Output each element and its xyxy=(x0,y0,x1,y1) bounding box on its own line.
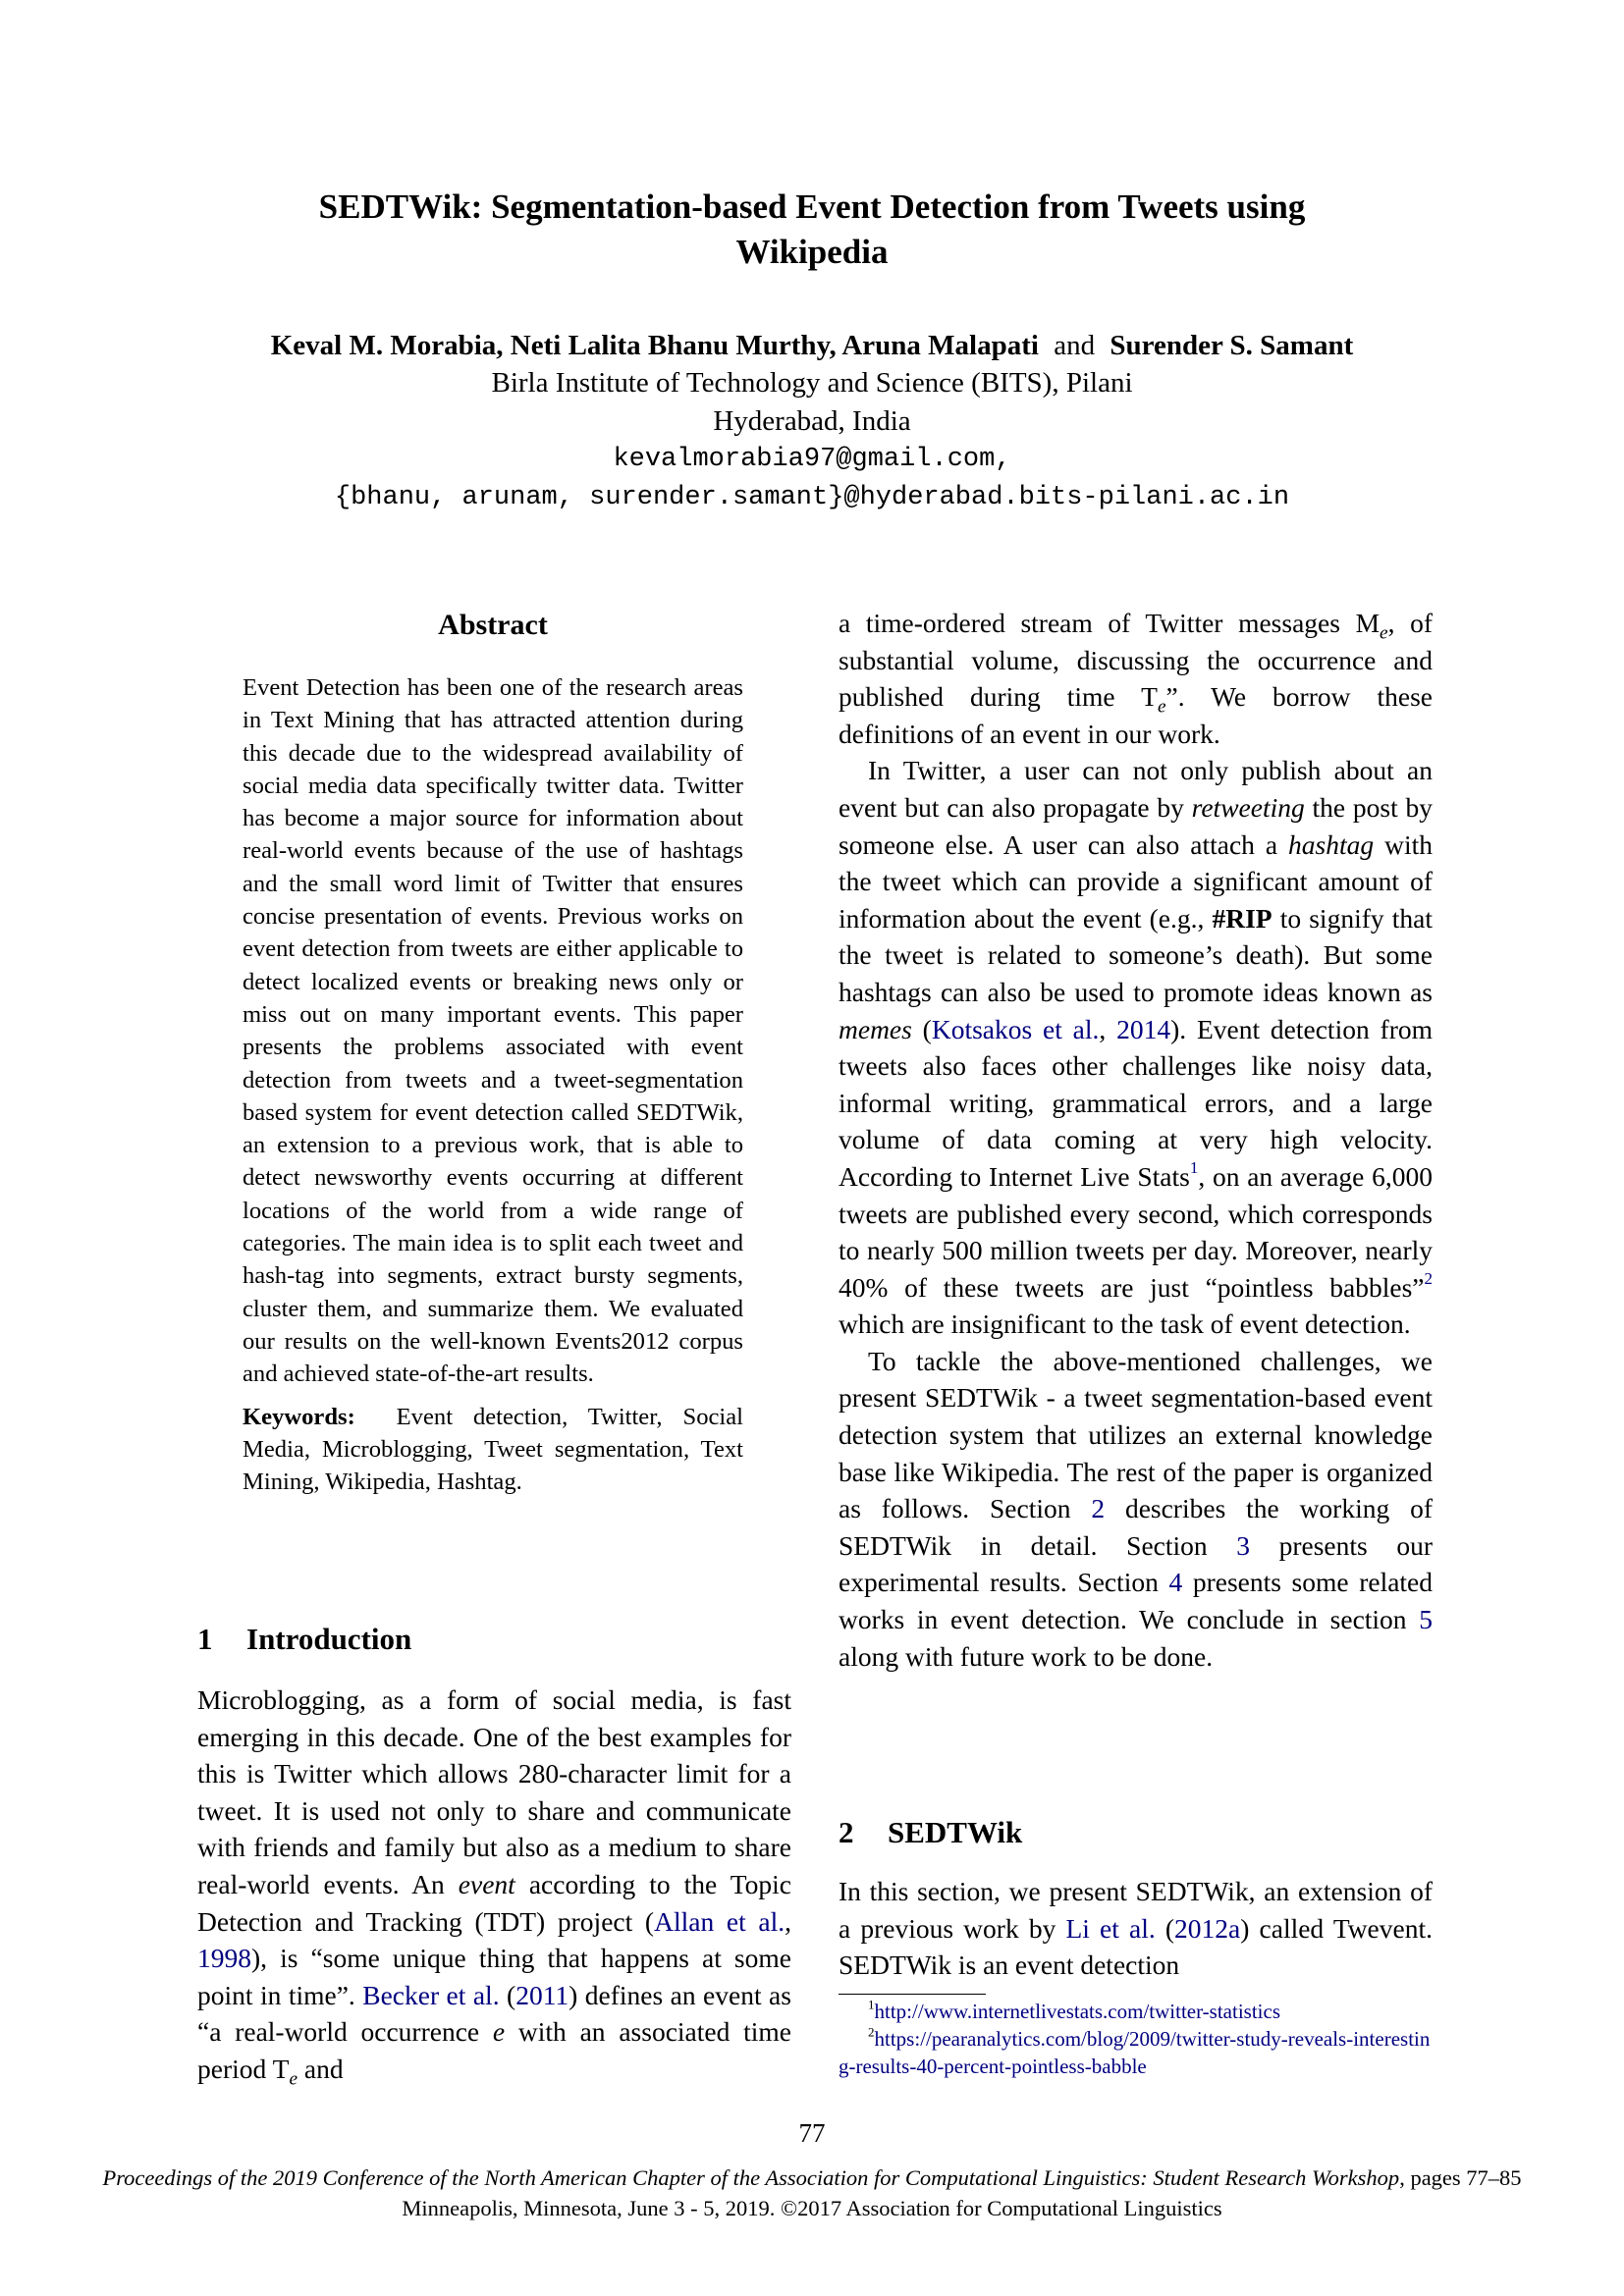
text: presents our experimental results. Section xyxy=(839,1529,1433,1598)
right-paragraph-1 xyxy=(839,752,1433,1343)
author-conjunction: and xyxy=(1054,330,1096,361)
intro-column xyxy=(197,1682,791,2088)
text: presents some related works in event detection. We conclude in section xyxy=(839,1567,1434,1635)
footnote-1-link[interactable]: http://www.internetlivestats.com/twitter-statistics xyxy=(874,2000,1280,2023)
section-2-body xyxy=(839,1873,1433,1984)
footer-pages: , pages 77–85 xyxy=(1399,2165,1522,2190)
section-1-number: 1 xyxy=(197,1622,213,1656)
text: To tackle the above-mentioned challenges, we present SEDTWik - a tweet segmentation-based event detection system that utilizes an external knowledge base like Wikipedia. The rest of the paper is organized as follows. Section xyxy=(839,1345,1433,1524)
subscript-e: e xyxy=(289,2068,298,2090)
section-ref-3[interactable]: 3 xyxy=(1236,1529,1250,1561)
author-names-part1: Keval M. Morabia, Neti Lalita Bhanu Murthy, Aruna Malapati xyxy=(270,330,1039,361)
section-ref-2[interactable]: 2 xyxy=(1091,1493,1106,1524)
section-1-title: Introduction xyxy=(246,1622,412,1656)
text: describes the working of SEDTWik in detail. Section xyxy=(839,1493,1433,1561)
text: , xyxy=(785,1905,791,1937)
text: ( xyxy=(1155,1912,1175,1944)
abstract xyxy=(243,671,743,1498)
text: ) defines an event as “a real-world occurrence xyxy=(197,1979,791,2048)
keywords xyxy=(243,1401,743,1499)
emphasis-event: event xyxy=(458,1868,515,1899)
keywords-label: Keywords: xyxy=(243,1403,355,1430)
footer-line-2: Minneapolis, Minnesota, June 3 - 5, 2019. ©2017 Association for Computational Linguistics xyxy=(402,2196,1222,2220)
proceedings-footer xyxy=(0,2163,1624,2223)
emphasis-retweeting: retweeting xyxy=(1191,791,1305,823)
bold-rip-hashtag: #RIP xyxy=(1212,902,1272,934)
citation-allan[interactable]: Allan et al. xyxy=(654,1905,785,1937)
citation-kotsakos[interactable]: Kotsakos et al. xyxy=(931,1013,1100,1044)
section-2-heading xyxy=(839,1815,1022,1850)
citation-kotsakos-year[interactable]: 2014 xyxy=(1116,1013,1171,1044)
footnote-1-marker[interactable]: 1 xyxy=(1189,1158,1199,1178)
text: , xyxy=(1099,1013,1117,1044)
citation-allan-year[interactable]: 1998 xyxy=(197,1943,251,1974)
section-1-heading xyxy=(197,1622,411,1657)
author-names xyxy=(0,327,1624,364)
footnote-rule xyxy=(839,1994,986,1995)
text: ). Event detection from tweets also faces other challenges like noisy data, informal writing, grammatical errors, and a large volume of data coming at very high velocity. According to Internet Live Stats xyxy=(839,1013,1433,1192)
abstract-heading: Abstract xyxy=(438,609,548,641)
footnote-1 xyxy=(839,1998,1433,2025)
text: ), is “some unique thing that happens at some point in time”. xyxy=(197,1943,791,2010)
title-line-2: Wikipedia xyxy=(735,233,889,271)
section-2-title: SEDTWik xyxy=(888,1815,1023,1849)
citation-becker[interactable]: Becker et al. xyxy=(362,1979,500,2010)
section-ref-5[interactable]: 5 xyxy=(1419,1604,1433,1635)
subscript-e: e xyxy=(1380,622,1388,644)
text: , on an average 6,000 tweets are published every second, which corresponds to nearly 500 million tweets per day. Moreover, nearly 40% of these tweets are just “pointless babbles” xyxy=(839,1160,1433,1303)
right-paragraph-2 xyxy=(839,1343,1433,1675)
footnote-1-number: 1 xyxy=(868,1997,875,2012)
citation-becker-year[interactable]: 2011 xyxy=(515,1979,569,2010)
text: which are insignificant to the task of event detection. xyxy=(839,1308,1411,1340)
citation-li-year[interactable]: 2012a xyxy=(1174,1912,1241,1944)
footer-venue: Proceedings of the 2019 Conference of the North American Chapter of the Association for Computational Linguistics: Student Research Workshop xyxy=(102,2165,1400,2190)
footnote-2-link[interactable]: https://pearanalytics.com/blog/2009/twitter-study-reveals-interesting-results-40-percent-pointless-babble xyxy=(839,2027,1431,2078)
author-names-part2: Surender S. Samant xyxy=(1110,330,1354,361)
section-2-paragraph xyxy=(839,1873,1433,1984)
page-number: 77 xyxy=(798,2118,826,2148)
affiliation: Birla Institute of Technology and Science (BITS), Pilani xyxy=(491,367,1133,399)
text: Microblogging, as a form of social media, is fast emerging in this decade. One of the best examples for this is Twitter which allows 280-character limit for a tweet. It is used not only to share and communicate with friends and family but also as a medium to share real-world events. An xyxy=(197,1684,791,1899)
emphasis-hashtag: hashtag xyxy=(1288,828,1375,860)
emphasis-memes: memes xyxy=(839,1013,912,1044)
section-2-number: 2 xyxy=(839,1815,854,1849)
text: ) called Twevent. SEDTWik is an event detection xyxy=(839,1912,1433,1981)
text: along with future work to be done. xyxy=(839,1640,1214,1672)
text: In this section, we present SEDTWik, an extension of a previous work by xyxy=(839,1876,1433,1944)
email-1: kevalmorabia97@gmail.com, xyxy=(613,445,1011,474)
text: ( xyxy=(911,1013,932,1044)
text: ”. We borrow these definitions of an event in our work. xyxy=(839,681,1433,749)
text: to signify that the tweet is related to someone’s death). But some hashtags can also be used to promote ideas known as xyxy=(839,902,1433,1007)
text: In Twitter, a user can not only publish about an event but can also propagate by xyxy=(839,755,1433,823)
subscript-e: e xyxy=(1157,696,1166,718)
text: according to the Topic Detection and Tracking (TDT) project ( xyxy=(197,1868,791,1937)
text: , of substantial volume, discussing the occurrence and published during time T xyxy=(839,608,1433,713)
text: and xyxy=(297,2053,344,2084)
footnote-2-marker[interactable]: 2 xyxy=(1424,1268,1433,1288)
intro-paragraph-1 xyxy=(197,1682,791,2088)
right-paragraph-0 xyxy=(839,605,1433,752)
footnote-2 xyxy=(839,2025,1433,2080)
footnote-2-number: 2 xyxy=(868,2024,875,2040)
keywords-list: Event detection, Twitter, Social Media, Microblogging, Tweet segmentation, Text Mining, Wikipedia, Hashtag. xyxy=(243,1403,743,1496)
text: the post by someone else. A user can also attach a xyxy=(839,791,1433,860)
footer-line-1 xyxy=(0,2163,1624,2193)
text: ( xyxy=(499,1979,516,2010)
text: with the tweet which can provide a significant amount of information about the event (e.g., xyxy=(839,828,1433,934)
variable-e: e xyxy=(492,2016,506,2048)
author-block xyxy=(0,327,1624,517)
right-column xyxy=(839,605,1433,1675)
paper-title xyxy=(0,185,1624,275)
section-ref-4[interactable]: 4 xyxy=(1168,1567,1183,1598)
text: a time-ordered stream of Twitter messages M xyxy=(839,608,1380,638)
footnotes xyxy=(839,1998,1433,2080)
title-line-1: SEDTWik: Segmentation-based Event Detection from Tweets using xyxy=(318,187,1306,226)
text: with an associated time period T xyxy=(197,2016,792,2084)
abstract-body: Event Detection has been one of the research areas in Text Mining that has attracted attention during this decade due to the widespread availability of social media data specifically twitter data. Twitter has become a major source for information about real-world events because of the use of hashtags and the small word limit of Twitter that ensures concise presentation of events. Previous works on event detection from tweets are either applicable to detect localized events or breaking news only or miss out on many important events. This paper presents the problems associated with event detection from tweets and a tweet-segmentation based system for event detection called SEDTWik, an extension to a previous work, that is able to detect newsworthy events occurring at different locations of the world from a wide range of categories. The main idea is to split each tweet and hash-tag into segments, extract bursty segments, cluster them, and summarize them. We evaluated our results on the well-known Events2012 corpus and achieved state-of-the-art results. xyxy=(243,674,743,1388)
email-2: {bhanu, arunam, surender.samant}@hyderabad.bits-pilani.ac.in xyxy=(334,483,1290,512)
citation-li[interactable]: Li et al. xyxy=(1065,1912,1156,1944)
location: Hyderabad, India xyxy=(713,405,911,437)
